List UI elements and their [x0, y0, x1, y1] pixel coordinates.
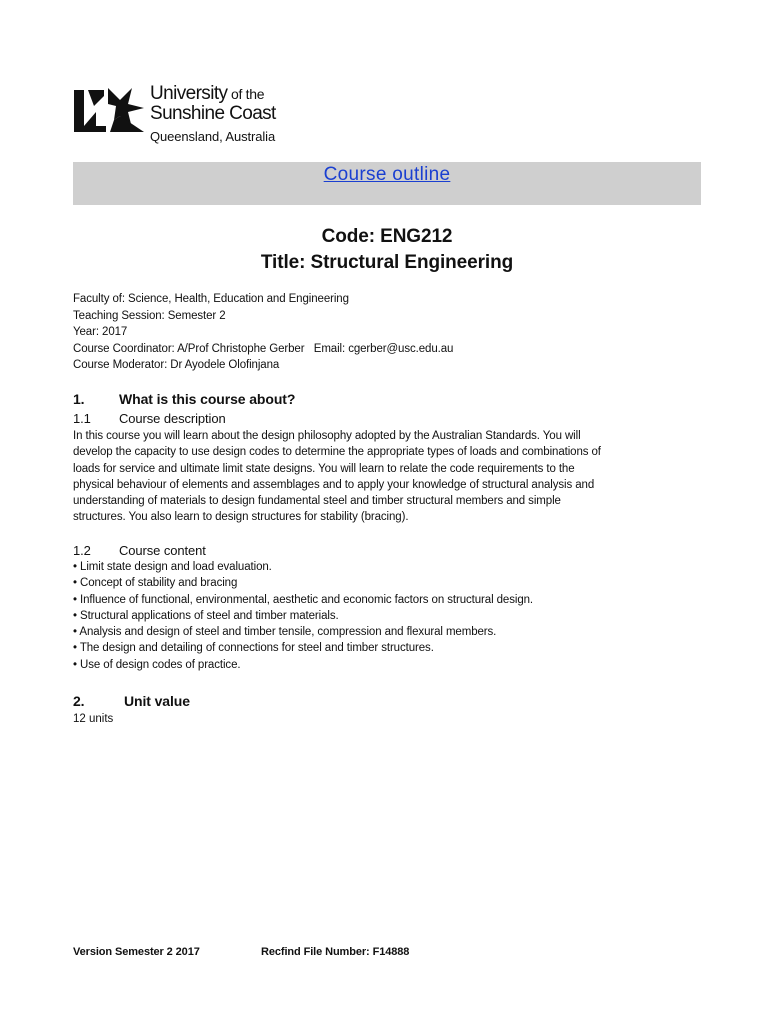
logo-of-the: of the [227, 86, 265, 102]
coordinator-line: Course Coordinator: A/Prof Christophe Gerber Email: cgerber@usc.edu.au [73, 342, 454, 355]
unit-value: 12 units [73, 713, 114, 725]
logo-line-location: Queensland, Australia [150, 129, 276, 144]
section-1-1-heading [73, 411, 226, 426]
course-meta [73, 291, 453, 374]
moderator-line: Course Moderator: Dr Ayodele Olofinjana [73, 359, 280, 371]
section-1-1-title: Course description [119, 411, 226, 426]
section-1-heading [73, 391, 295, 407]
course-heading [73, 224, 701, 276]
footer-file-number: Recfind File Number: F14888 [261, 946, 410, 958]
faculty-line: Faculty of: Science, Health, Education and Engineering [73, 293, 349, 305]
description-line: understanding of materials to design fundamental steel and timber structural members and simple [73, 495, 561, 508]
section-1-title: What is this course about? [119, 391, 296, 407]
usc-logo-mark-icon [74, 86, 144, 132]
section-1-1-number: 1.1 [73, 411, 91, 426]
list-item: • Limit state design and load evaluation. [73, 561, 272, 573]
course-description [73, 428, 703, 526]
section-2-title: Unit value [124, 693, 190, 709]
section-1-2-number: 1.2 [73, 543, 91, 558]
page-footer [73, 946, 409, 958]
course-outline-link[interactable]: Course outline [323, 164, 451, 185]
section-1-2-heading [73, 543, 206, 558]
list-item: • Concept of stability and bracing [73, 577, 238, 590]
university-logo [74, 84, 334, 150]
description-line: loads for service and ultimate limit state designs. You will learn to relate the code requirements to the [73, 462, 575, 475]
list-item: • Use of design codes of practice. [73, 658, 241, 671]
list-item: • Influence of functional, environmental, aesthetic and economic factors on structural design. [73, 593, 534, 606]
course-outline-banner [73, 162, 701, 205]
list-item: • The design and detailing of connections for steel and timber structures. [73, 642, 434, 655]
list-item: • Structural applications of steel and timber materials. [73, 609, 339, 622]
course-title: Title: Structural Engineering [260, 252, 514, 273]
footer-version: Version Semester 2 2017 [73, 946, 200, 958]
teaching-session-line: Teaching Session: Semester 2 [73, 309, 226, 322]
section-2-heading [73, 693, 190, 709]
description-line: In this course you will learn about the design philosophy adopted by the Australian Standards. You will [73, 430, 581, 442]
list-item: • Analysis and design of steel and timber tensile, compression and flexural members. [73, 626, 497, 639]
section-1-number: 1. [73, 391, 85, 407]
description-line: develop the capacity to use design codes to determine the appropriate types of loads and combinations of [73, 446, 601, 459]
year-line: Year: 2017 [73, 326, 128, 338]
course-content-list [73, 559, 533, 673]
section-2-number: 2. [73, 693, 85, 709]
logo-line-sunshine-coast: Sunshine Coast [150, 103, 276, 124]
course-code: Code: ENG212 [321, 226, 453, 247]
description-line: physical behaviour of elements and assemblages and to apply your knowledge of structural analysis and [73, 478, 595, 491]
university-name [150, 84, 276, 147]
description-line: structures. You also learn to design structures for stability (bracing). [73, 511, 409, 524]
section-1-2-title: Course content [119, 543, 206, 558]
logo-line-university [150, 84, 276, 104]
logo-university-word: University [150, 83, 228, 104]
